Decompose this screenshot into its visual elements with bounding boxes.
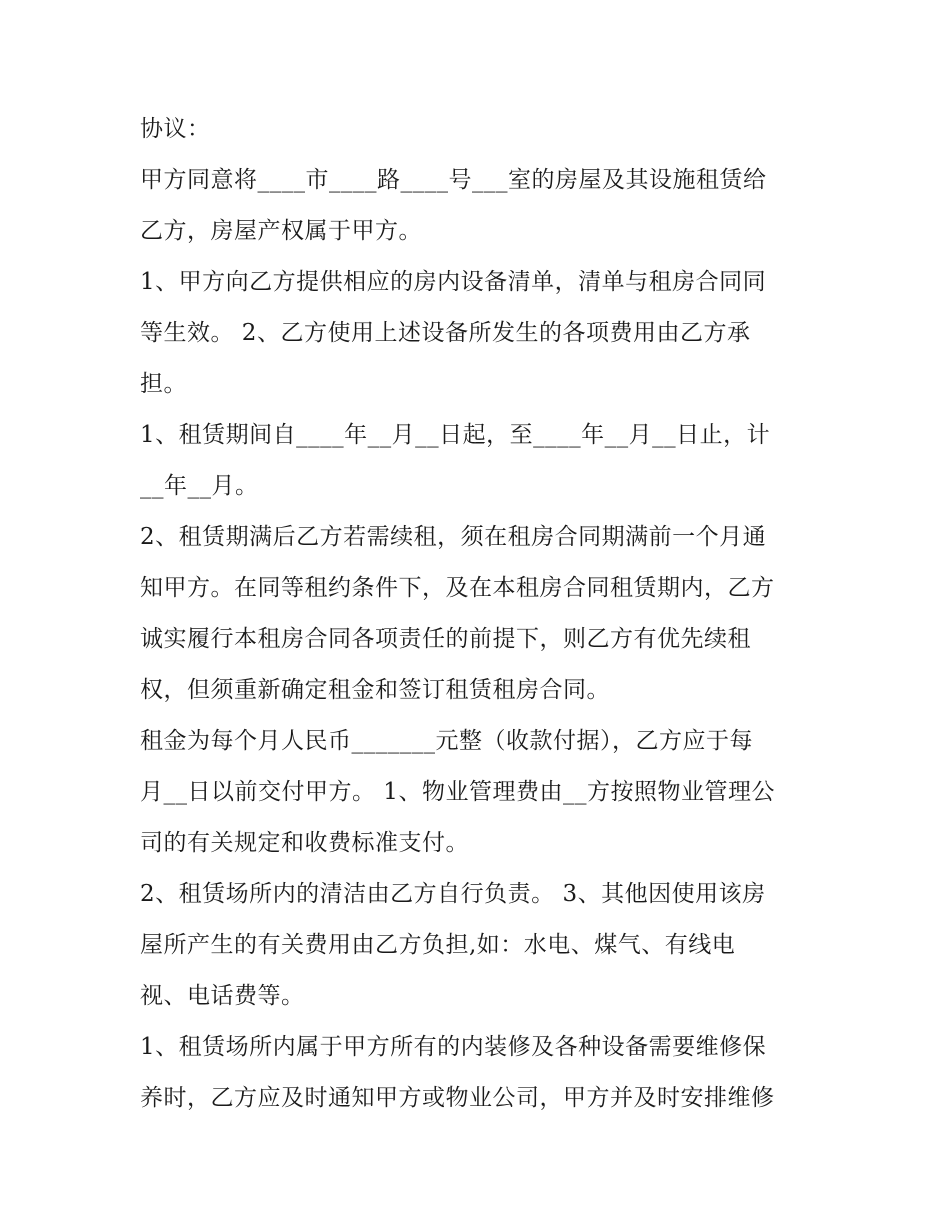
- text-line: 甲方同意将____市____路____号___室的房屋及其设施租赁给: [140, 167, 767, 193]
- document-body: [140, 104, 840, 1124]
- text-line: 租金为每个月人民币_______元整（收款付据），乙方应于每: [140, 728, 753, 754]
- text-line: 司的有关规定和收费标准支付。: [140, 830, 469, 856]
- text-line: 权，但须重新确定租金和签订租赁租房合同。: [140, 677, 610, 703]
- text-line: 担。: [140, 371, 187, 397]
- text-line: 1、租赁场所内属于甲方所有的内装修及各种设备需要维修保: [140, 1034, 767, 1060]
- text-line: 2、租赁场所内的清洁由乙方自行负责。 3、其他因使用该房: [140, 881, 766, 907]
- text-line: 乙方，房屋产权属于甲方。: [140, 218, 422, 244]
- text-line: 1、甲方向乙方提供相应的房内设备清单，清单与租房合同同: [140, 269, 767, 295]
- text-line: 知甲方。在同等租约条件下，及在本租房合同租赁期内，乙方: [140, 575, 775, 601]
- text-line: 协议：: [140, 116, 211, 142]
- text-line: 屋所产生的有关费用由乙方负担,如：水电、煤气、有线电: [140, 932, 736, 958]
- text-line: 1、租赁期间自____年__月__日起，至____年__月__日止，计: [140, 422, 771, 448]
- text-line: 视、电话费等。: [140, 983, 305, 1009]
- text-line: 诚实履行本租房合同各项责任的前提下，则乙方有优先续租: [140, 626, 751, 652]
- text-line: __年__月。: [140, 473, 259, 499]
- text-line: 等生效。 2、乙方使用上述设备所发生的各项费用由乙方承: [140, 320, 751, 346]
- text-line: 养时，乙方应及时通知甲方或物业公司，甲方并及时安排维修: [140, 1085, 775, 1111]
- text-line: 2、租赁期满后乙方若需续租，须在租房合同期满前一个月通: [140, 524, 767, 550]
- text-line: 月__日以前交付甲方。 1、物业管理费由__方按照物业管理公: [140, 779, 775, 805]
